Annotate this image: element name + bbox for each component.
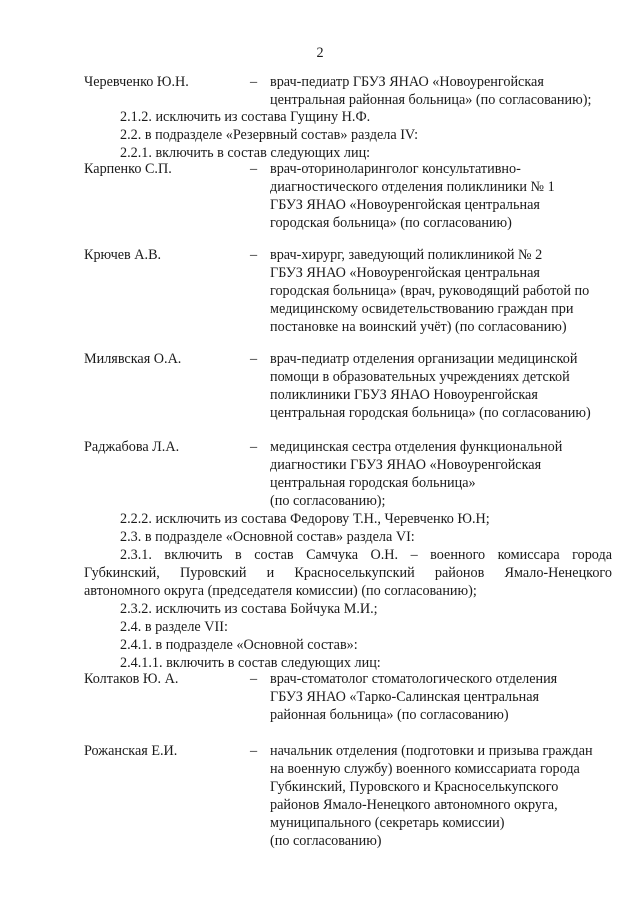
paragraph-line: 2.3.2. исключить из состава Бойчука М.И.;	[120, 601, 378, 617]
member-name: Черевченко Ю.Н.	[84, 74, 189, 90]
dash-separator: –	[250, 161, 258, 177]
position-line: диагностического отделения поликлиники № 1	[270, 179, 555, 195]
paragraph-line: 2.2.2. исключить из состава Федорову Т.Н., Черевченко Ю.Н;	[120, 511, 490, 527]
member-name: Крючев А.В.	[84, 247, 162, 263]
dash-separator: –	[250, 671, 258, 687]
position-line: районов Ямало-Ненецкого автономного округа,	[270, 797, 558, 813]
position-line: городская больница» (по согласованию)	[270, 215, 512, 231]
member-name: Рожанская Е.И.	[84, 743, 178, 759]
position-line: помощи в образовательных учреждениях детской	[270, 369, 570, 385]
member-position	[270, 350, 591, 422]
position-line: ГБУЗ ЯНАО «Новоуренгойская центральная	[270, 197, 540, 213]
position-line: поликлиники ГБУЗ ЯНАО Новоуренгойская	[270, 387, 538, 403]
member-name: Карпенко С.П.	[84, 161, 172, 177]
position-line: постановке на воинский учёт) (по согласованию)	[270, 319, 567, 335]
paragraph-line: 2.2.1. включить в состав следующих лиц:	[120, 145, 371, 161]
dash-separator: –	[250, 743, 258, 759]
position-line: врач-оториноларинголог консультативно-	[270, 161, 521, 177]
position-line: центральная городская больница» (по согласованию)	[270, 405, 591, 421]
position-line: ГБУЗ ЯНАО «Тарко-Салинская центральная	[270, 689, 540, 705]
position-line: ГБУЗ ЯНАО «Новоуренгойская центральная	[270, 265, 540, 281]
dash-separator: –	[250, 74, 258, 90]
position-line: центральная городская больница»	[270, 475, 476, 491]
paragraph-line: автономного округа (председателя комиссии) (по согласованию);	[84, 583, 477, 599]
position-line: на военную службу) военного комиссариата города	[270, 761, 580, 777]
member-position	[270, 742, 593, 850]
paragraph-line: 2.3. в подразделе «Основной состав» раздела VI:	[120, 529, 415, 545]
member-name: Раджабова Л.А.	[84, 439, 180, 455]
position-line: врач-педиатр ГБУЗ ЯНАО «Новоуренгойская	[270, 74, 544, 90]
position-line: диагностики ГБУЗ ЯНАО «Новоуренгойская	[270, 457, 542, 473]
member-name: Колтаков Ю. А.	[84, 671, 179, 687]
page-number: 2	[316, 45, 324, 61]
paragraph-line: 2.4. в разделе VII:	[120, 619, 228, 635]
paragraph-line: 2.1.2. исключить из состава Гущину Н.Ф.	[120, 109, 371, 125]
paragraph-line: 2.2. в подразделе «Резервный состав» раздела IV:	[120, 127, 419, 143]
member-position	[270, 438, 562, 510]
position-line: врач-педиатр отделения организации медицинской	[270, 351, 578, 367]
position-line: врач-стоматолог стоматологического отделения	[270, 671, 558, 687]
paragraph-line: 2.4.1. в подразделе «Основной состав»:	[120, 637, 358, 653]
dash-separator: –	[250, 439, 258, 455]
member-position	[270, 246, 589, 336]
paragraph-line: 2.3.1. включить в состав Самчука О.Н. – военного комиссара города	[120, 547, 612, 563]
position-line: районная больница» (по согласованию)	[270, 707, 509, 723]
paragraph-line: Губкинский, Пуровский и Красноселькупский районов Ямало-Ненецкого	[84, 565, 612, 581]
position-line: Губкинский, Пуровского и Красноселькупского	[270, 779, 559, 795]
member-position	[270, 73, 591, 109]
position-line: медицинскому освидетельствованию граждан при	[270, 301, 574, 317]
paragraph-line: 2.4.1.1. включить в состав следующих лиц:	[120, 655, 381, 671]
position-line: медицинская сестра отделения функциональной	[270, 439, 563, 455]
position-line: центральная районная больница» (по согласованию);	[270, 92, 592, 108]
position-line: начальник отделения (подготовки и призыва граждан	[270, 743, 593, 759]
position-line: врач-хирург, заведующий поликлиникой № 2	[270, 247, 543, 263]
dash-separator: –	[250, 247, 258, 263]
position-line: муниципального (секретарь комиссии)	[270, 815, 505, 831]
member-name: Милявская О.А.	[84, 351, 182, 367]
member-position	[270, 670, 557, 724]
member-position	[270, 160, 555, 232]
dash-separator: –	[250, 351, 258, 367]
position-line: (по согласованию);	[270, 493, 386, 509]
position-line: городская больница» (врач, руководящий работой по	[270, 283, 590, 299]
position-line: (по согласованию)	[270, 833, 382, 849]
